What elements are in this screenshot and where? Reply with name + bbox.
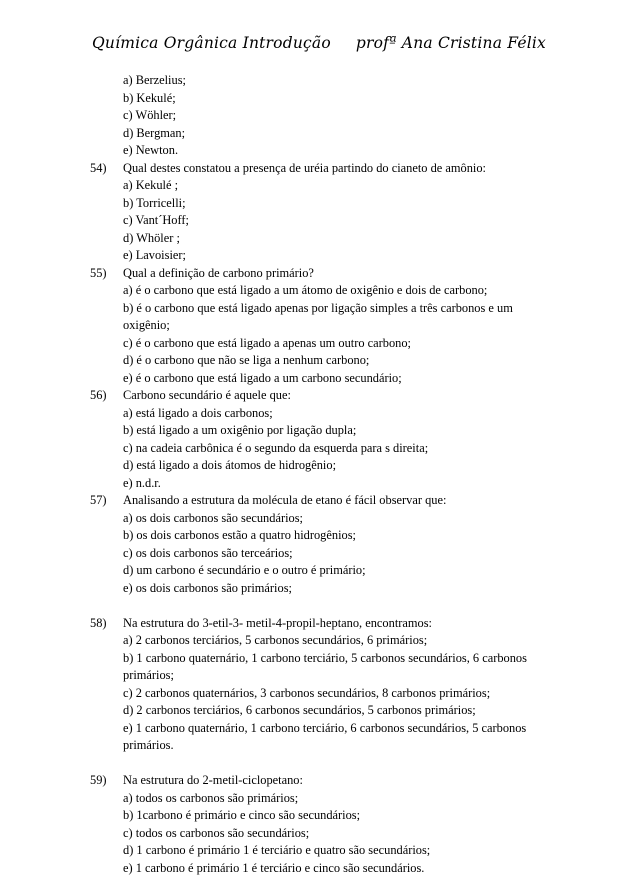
header-course-title: Química Orgânica Introdução bbox=[92, 34, 331, 52]
option-line: b) os dois carbonos estão a quatro hidrogênios; bbox=[123, 527, 560, 545]
question-number: 57) bbox=[90, 492, 107, 510]
question-number: 55) bbox=[90, 265, 107, 283]
question-text: Na estrutura do 3-etil-3- metil-4-propil-heptano, encontramos: bbox=[123, 615, 560, 633]
option-line: a) está ligado a dois carbonos; bbox=[123, 405, 560, 423]
option-line: c) é o carbono que está ligado a apenas um outro carbono; bbox=[123, 335, 560, 353]
question-55 bbox=[90, 265, 560, 388]
option-line: a) Berzelius; bbox=[123, 72, 560, 90]
page-header bbox=[92, 34, 546, 56]
option-line: e) 1 carbono é primário 1 é terciário e cinco são secundários. bbox=[123, 860, 560, 877]
option-line: b) 1carbono é primário e cinco são secundários; bbox=[123, 807, 560, 825]
option-line: c) na cadeia carbônica é o segundo da esquerda para s direita; bbox=[123, 440, 560, 458]
option-line: d) 1 carbono é primário 1 é terciário e quatro são secundários; bbox=[123, 842, 560, 860]
option-line: a) 2 carbonos terciários, 5 carbonos secundários, 6 primários; bbox=[123, 632, 560, 650]
question-57 bbox=[90, 492, 560, 597]
option-line: a) é o carbono que está ligado a um átomo de oxigênio e dois de carbono; bbox=[123, 282, 560, 300]
question-number: 56) bbox=[90, 387, 107, 405]
option-line: oxigênio; bbox=[123, 317, 560, 335]
option-line: d) Whöler ; bbox=[123, 230, 560, 248]
option-line: c) Wöhler; bbox=[123, 107, 560, 125]
question-number: 58) bbox=[90, 615, 107, 633]
option-line: e) os dois carbonos são primários; bbox=[123, 580, 560, 598]
question-text: Analisando a estrutura da molécula de etano é fácil observar que: bbox=[123, 492, 560, 510]
option-line: e) n.d.r. bbox=[123, 475, 560, 493]
question-54 bbox=[90, 160, 560, 265]
header-teacher-name: profª Ana Cristina Félix bbox=[356, 34, 546, 52]
question-text: Na estrutura do 2-metil-ciclopetano: bbox=[123, 772, 560, 790]
option-line: d) um carbono é secundário e o outro é primário; bbox=[123, 562, 560, 580]
option-line: a) os dois carbonos são secundários; bbox=[123, 510, 560, 528]
option-line: a) todos os carbonos são primários; bbox=[123, 790, 560, 808]
question-text: Qual a definição de carbono primário? bbox=[123, 265, 560, 283]
option-line: d) Bergman; bbox=[123, 125, 560, 143]
option-line: d) é o carbono que não se liga a nenhum carbono; bbox=[123, 352, 560, 370]
question-number: 59) bbox=[90, 772, 107, 790]
option-line: d) está ligado a dois átomos de hidrogênio; bbox=[123, 457, 560, 475]
option-line: c) Vant´Hoff; bbox=[123, 212, 560, 230]
option-line: e) é o carbono que está ligado a um carbono secundário; bbox=[123, 370, 560, 388]
question-list bbox=[90, 72, 560, 877]
option-line: b) Torricelli; bbox=[123, 195, 560, 213]
question-number: 54) bbox=[90, 160, 107, 178]
option-line: e) Newton. bbox=[123, 142, 560, 160]
option-line: a) Kekulé ; bbox=[123, 177, 560, 195]
option-line: b) Kekulé; bbox=[123, 90, 560, 108]
option-line: b) está ligado a um oxigênio por ligação dupla; bbox=[123, 422, 560, 440]
question-56 bbox=[90, 387, 560, 492]
question-text: Qual destes constatou a presença de uréia partindo do cianeto de amônio: bbox=[123, 160, 560, 178]
option-line: b) 1 carbono quaternário, 1 carbono terciário, 5 carbonos secundários, 6 carbonos bbox=[123, 650, 560, 668]
option-line: e) Lavoisier; bbox=[123, 247, 560, 265]
option-line: primários. bbox=[123, 737, 560, 755]
option-line: e) 1 carbono quaternário, 1 carbono terciário, 6 carbonos secundários, 5 carbonos bbox=[123, 720, 560, 738]
question-58 bbox=[90, 615, 560, 755]
option-line: b) é o carbono que está ligado apenas por ligação simples a três carbonos e um bbox=[123, 300, 560, 318]
option-line: primários; bbox=[123, 667, 560, 685]
question-53-options bbox=[90, 72, 560, 160]
option-line: c) 2 carbonos quaternários, 3 carbonos secundários, 8 carbonos primários; bbox=[123, 685, 560, 703]
option-line: c) todos os carbonos são secundários; bbox=[123, 825, 560, 843]
question-text: Carbono secundário é aquele que: bbox=[123, 387, 560, 405]
option-line: d) 2 carbonos terciários, 6 carbonos secundários, 5 carbonos primários; bbox=[123, 702, 560, 720]
option-line: c) os dois carbonos são terceários; bbox=[123, 545, 560, 563]
question-59 bbox=[90, 772, 560, 877]
